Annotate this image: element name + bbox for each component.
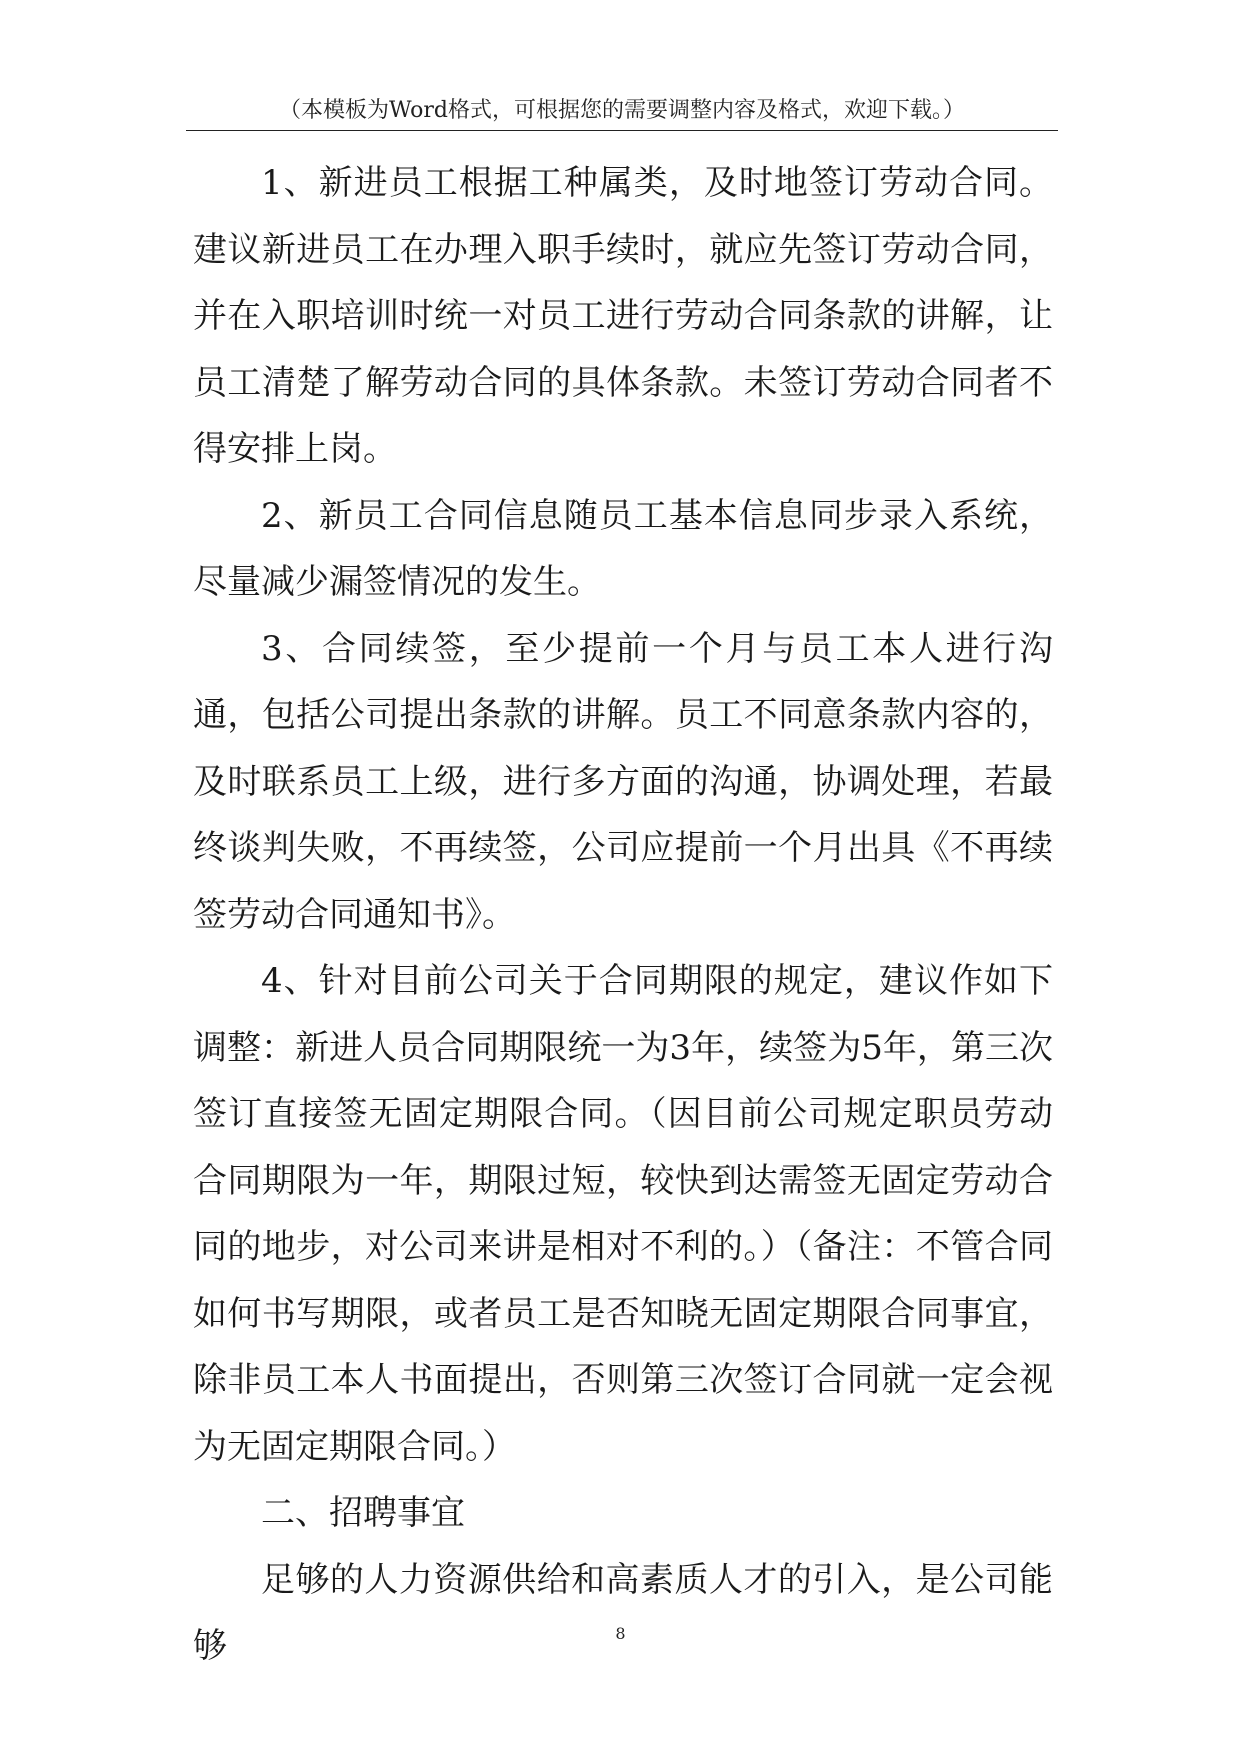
page-number: 8 bbox=[615, 1624, 626, 1643]
section-heading-recruitment: 二、招聘事宜 bbox=[261, 1493, 465, 1533]
paragraph-recruitment-intro: 足够的人力资源供给和高素质人才的引入，是公司能够 bbox=[193, 1559, 1053, 1666]
paragraph-item-4: 4、针对目前公司关于合同期限的规定，建议作如下调整：新进人员合同期限统一为3年，续签为5年，第三次签订直接签无固定期限合同。（因目前公司规定职员劳动合同期限为一年，期限过短，较快到达需签无固定劳动合同的地步，对公司来讲是相对不利的。）（备注：不管合同如何书写期限，或者员工是否知晓无固定期限合同事宜，除非员工本人书面提出，否则第三次签订合同就一定会视为无固定期限合同。） bbox=[193, 961, 1053, 1467]
header-divider bbox=[186, 130, 1058, 131]
paragraph-item-3: 3、合同续签，至少提前一个月与员工本人进行沟通，包括公司提出条款的讲解。员工不同意条款内容的，及时联系员工上级，进行多方面的沟通，协调处理，若最终谈判失败，不再续签，公司应提前一个月出具《不再续签劳动合同通知书》。 bbox=[193, 628, 1053, 935]
paragraph-item-2: 2、新员工合同信息随员工基本信息同步录入系统，尽量减少漏签情况的发生。 bbox=[193, 495, 1053, 602]
document-body bbox=[193, 150, 1053, 1680]
paragraph-item-1: 1、新进员工根据工种属类，及时地签订劳动合同。建议新进员工在办理入职手续时，就应先签订劳动合同，并在入职培训时统一对员工进行劳动合同条款的讲解，让员工清楚了解劳动合同的具体条款。未签订劳动合同者不得安排上岗。 bbox=[193, 163, 1053, 469]
template-note-header: （本模板为Word格式，可根据您的需要调整内容及格式，欢迎下载。） bbox=[279, 98, 965, 123]
